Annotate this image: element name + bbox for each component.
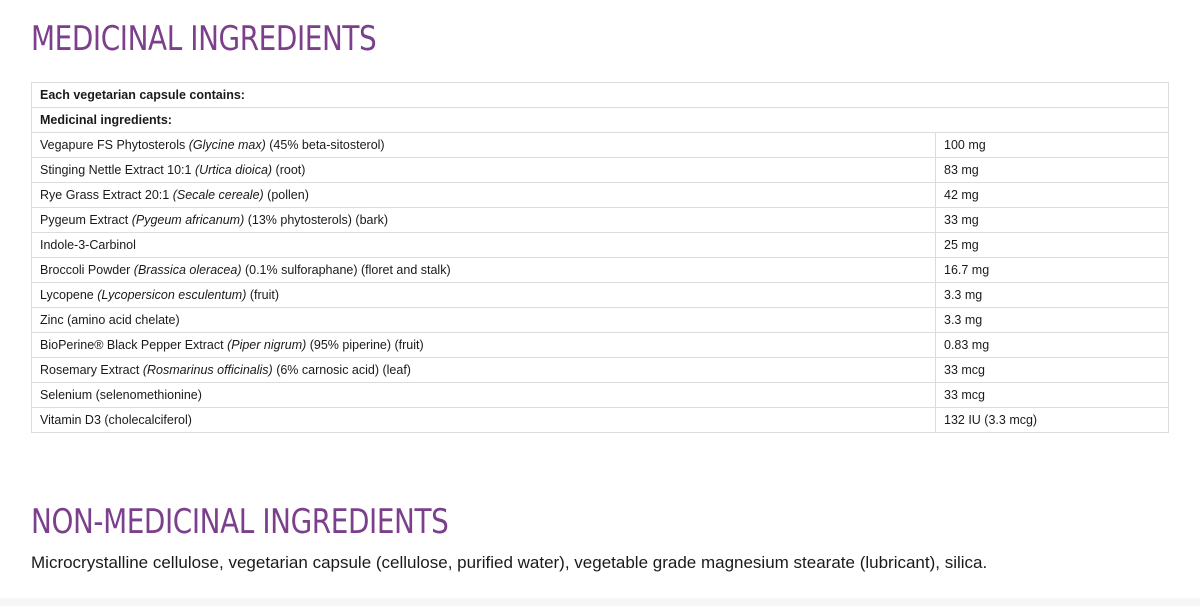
ingredient-name: Indole-3-Carbinol [40, 238, 136, 252]
ingredient-name-cell [32, 208, 936, 233]
ingredient-amount: 25 mg [936, 233, 1169, 258]
ingredient-name-cell [32, 383, 936, 408]
ingredient-name: BioPerine® Black Pepper Extract [40, 338, 228, 352]
ingredient-details: (0.1% sulforaphane) (floret and stalk) [241, 263, 451, 277]
table-row [32, 183, 1169, 208]
ingredient-name-cell [32, 408, 936, 433]
ingredient-amount: 3.3 mg [936, 283, 1169, 308]
ingredient-amount: 42 mg [936, 183, 1169, 208]
ingredient-name-cell [32, 133, 936, 158]
ingredient-amount: 0.83 mg [936, 333, 1169, 358]
ingredient-scientific-name: (Urtica dioica) [194, 163, 273, 177]
ingredient-name: Vegapure FS Phytosterols [40, 138, 189, 152]
ingredient-name: Rye Grass Extract 20:1 [40, 188, 173, 202]
ingredient-name-cell [32, 158, 936, 183]
ingredient-name: Vitamin D3 (cholecalciferol) [40, 413, 192, 427]
footer-divider [0, 598, 1200, 606]
ingredient-name-cell [32, 358, 936, 383]
medicinal-subhead-label: Medicinal ingredients: [32, 108, 1169, 133]
table-subhead-row [32, 108, 1169, 133]
ingredient-name: Rosemary Extract [40, 363, 143, 377]
ingredient-amount: 33 mcg [936, 358, 1169, 383]
ingredient-name: Selenium (selenomethionine) [40, 388, 202, 402]
ingredient-details: (pollen) [263, 188, 309, 202]
table-row [32, 358, 1169, 383]
ingredient-details: (6% carnosic acid) (leaf) [272, 363, 411, 377]
ingredient-details: (root) [272, 163, 306, 177]
ingredient-name: Broccoli Powder [40, 263, 134, 277]
ingredient-amount: 3.3 mg [936, 308, 1169, 333]
ingredient-scientific-name: (Lycopersicon esculentum) [97, 288, 247, 302]
ingredient-name: Pygeum Extract [40, 213, 132, 227]
ingredient-details: (45% beta-sitosterol) [265, 138, 385, 152]
ingredient-scientific-name: (Piper nigrum) [227, 338, 307, 352]
ingredient-details: (13% phytosterols) (bark) [244, 213, 389, 227]
ingredient-details: (95% piperine) (fruit) [306, 338, 424, 352]
table-row [32, 133, 1169, 158]
ingredient-name-cell [32, 283, 936, 308]
ingredient-name: Zinc (amino acid chelate) [40, 313, 180, 327]
ingredient-amount: 33 mg [936, 208, 1169, 233]
ingredient-scientific-name: (Brassica oleracea) [133, 263, 242, 277]
ingredient-amount: 16.7 mg [936, 258, 1169, 283]
table-row [32, 158, 1169, 183]
ingredient-name-cell [32, 183, 936, 208]
ingredient-name-cell [32, 308, 936, 333]
table-row [32, 283, 1169, 308]
non-medicinal-ingredients-heading: NON-MEDICINAL INGREDIENTS [31, 502, 449, 542]
table-row [32, 233, 1169, 258]
ingredient-scientific-name: (Secale cereale) [172, 188, 264, 202]
ingredient-name: Stinging Nettle Extract 10:1 [40, 163, 195, 177]
ingredient-amount: 83 mg [936, 158, 1169, 183]
ingredient-scientific-name: (Rosmarinus officinalis) [142, 363, 273, 377]
medicinal-ingredients-table [31, 82, 1169, 433]
capsule-intro-label: Each vegetarian capsule contains: [32, 83, 1169, 108]
table-row [32, 308, 1169, 333]
ingredient-details: (fruit) [246, 288, 280, 302]
ingredient-name-cell [32, 333, 936, 358]
table-row [32, 383, 1169, 408]
table-row [32, 333, 1169, 358]
ingredient-amount: 132 IU (3.3 mcg) [936, 408, 1169, 433]
table-row [32, 408, 1169, 433]
table-row [32, 258, 1169, 283]
table-row [32, 208, 1169, 233]
ingredient-amount: 33 mcg [936, 383, 1169, 408]
ingredient-amount: 100 mg [936, 133, 1169, 158]
non-medicinal-ingredients-text: Microcrystalline cellulose, vegetarian capsule (cellulose, purified water), vegetable grade magnesium stearate (lubricant), silica. [31, 553, 988, 572]
ingredient-name-cell [32, 258, 936, 283]
ingredient-scientific-name: (Pygeum africanum) [131, 213, 245, 227]
medicinal-ingredients-heading: MEDICINAL INGREDIENTS [31, 19, 377, 59]
ingredient-name-cell [32, 233, 936, 258]
ingredient-name: Lycopene [40, 288, 98, 302]
ingredient-scientific-name: (Glycine max) [188, 138, 266, 152]
table-intro-row [32, 83, 1169, 108]
